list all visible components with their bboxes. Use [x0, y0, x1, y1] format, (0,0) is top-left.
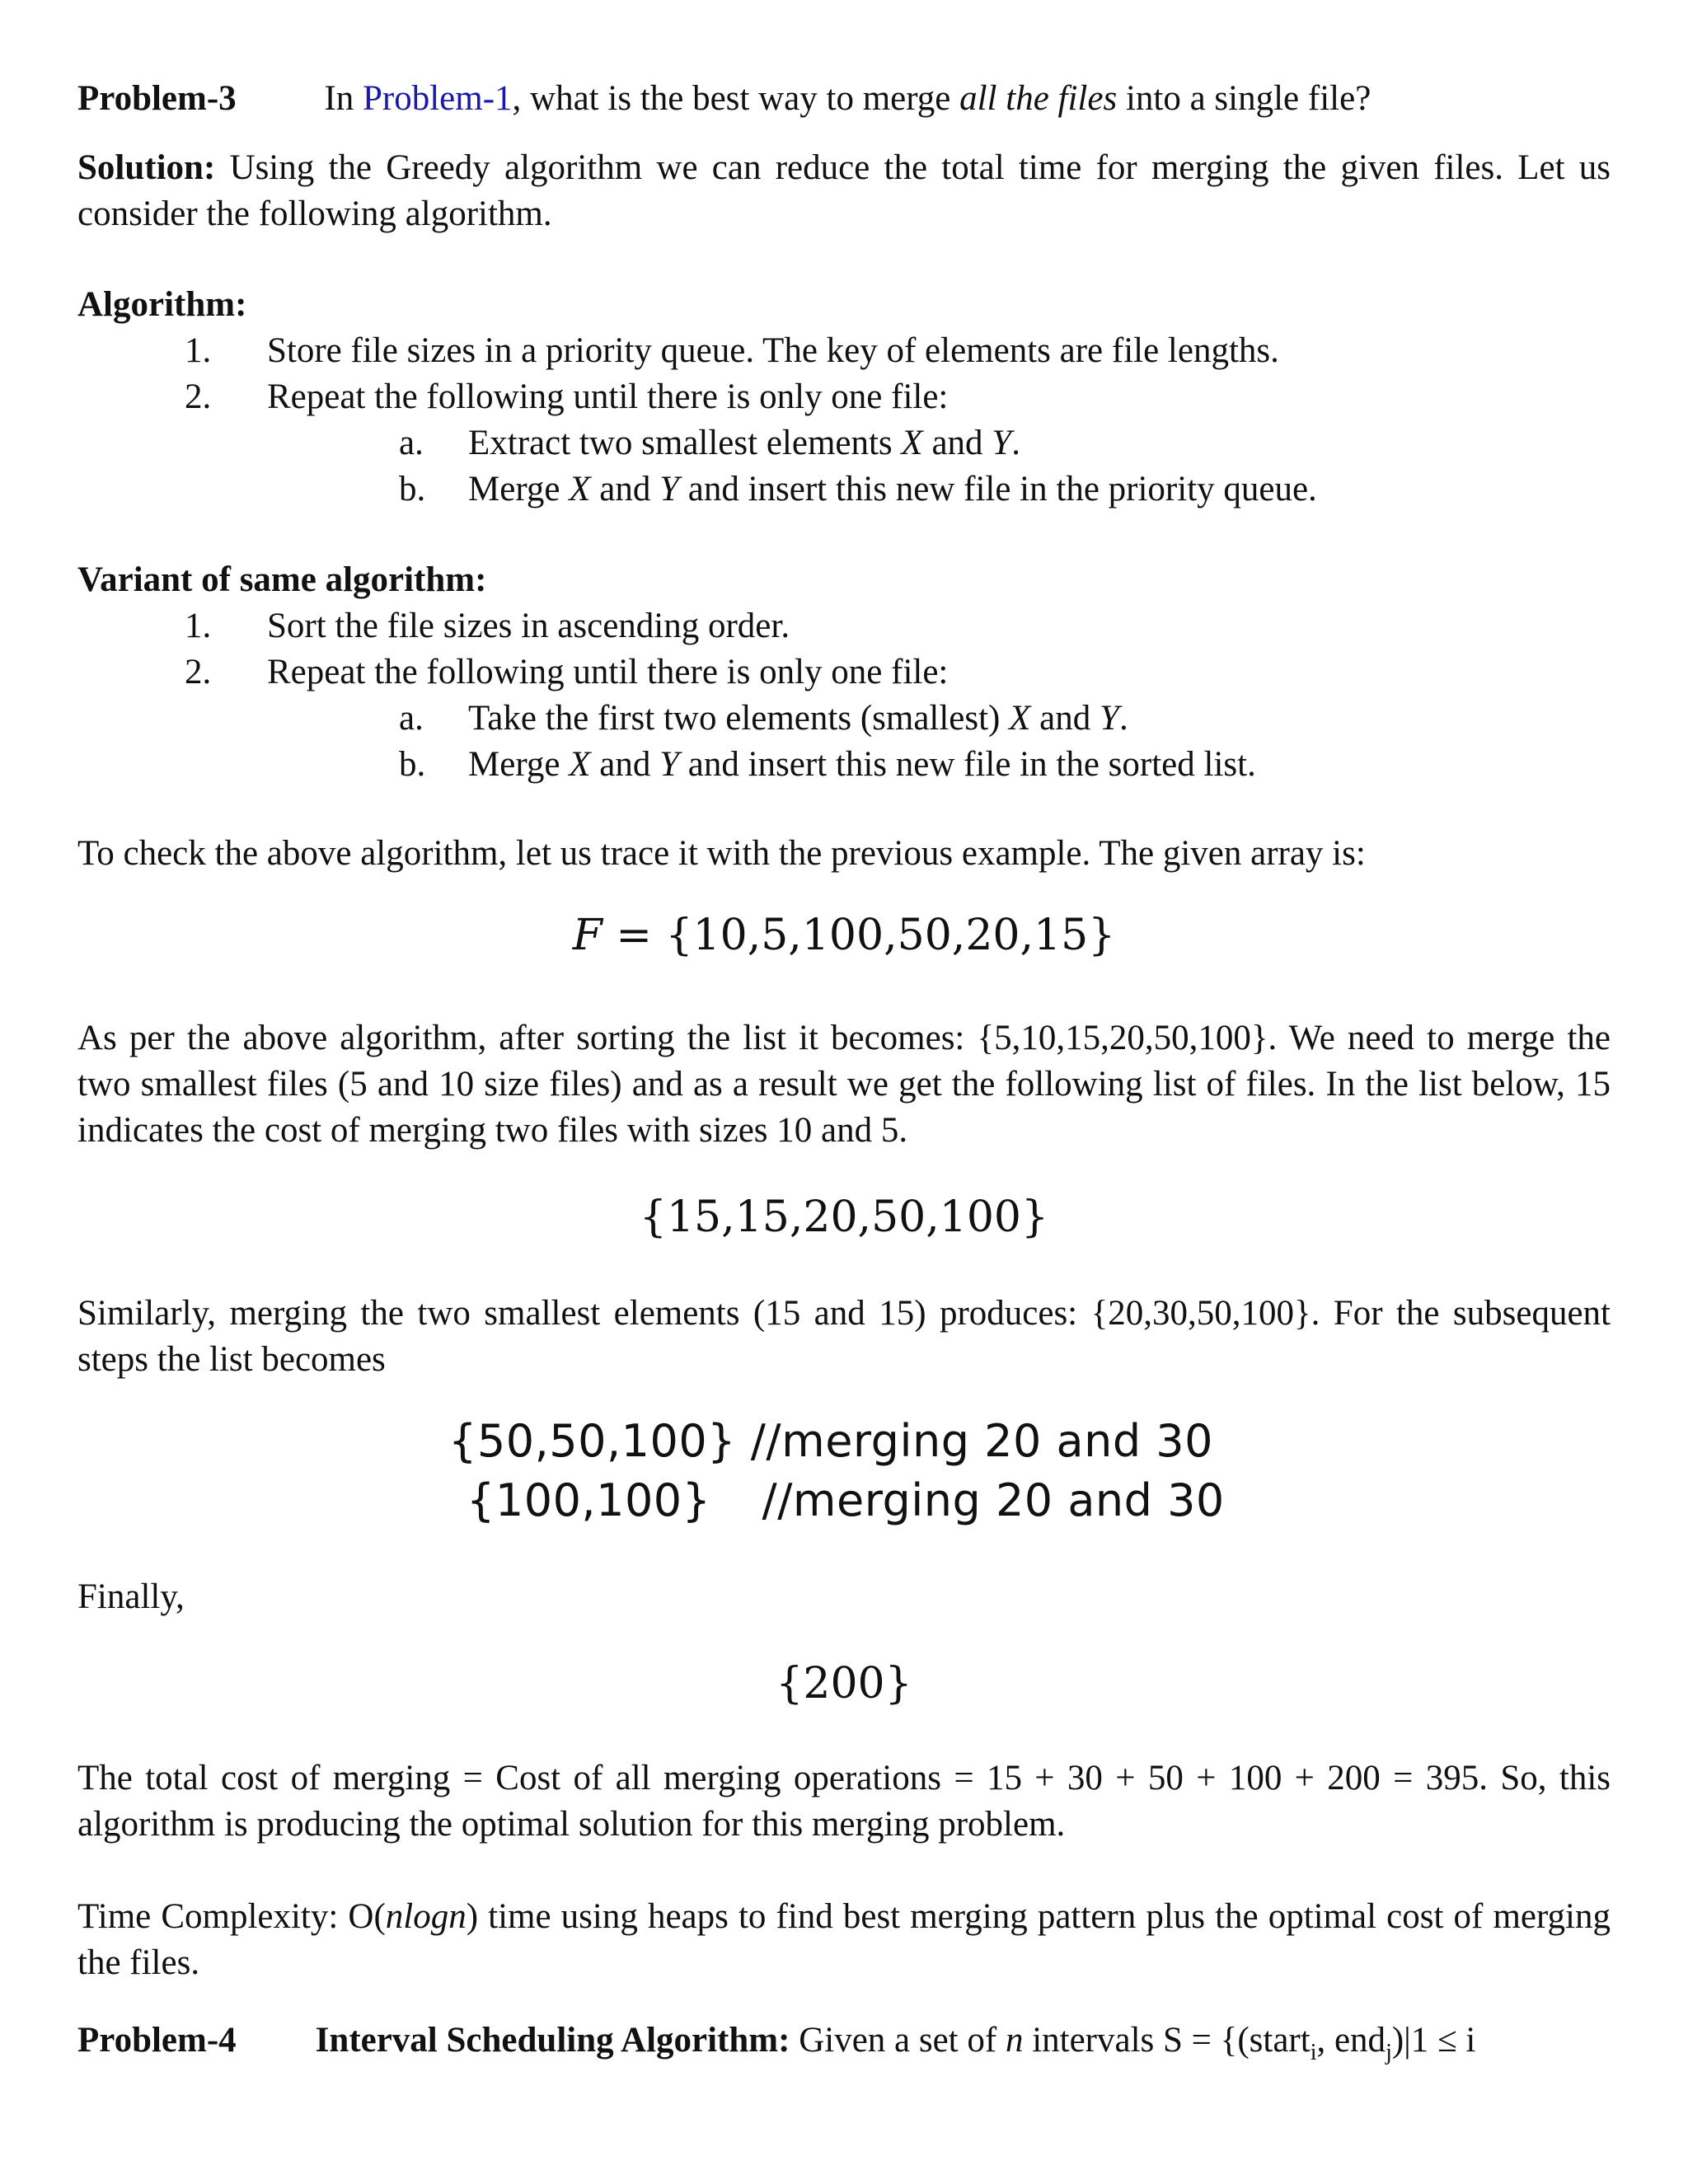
- solution-paragraph: [77, 145, 1611, 237]
- equation-step-2: {100,100} //merging 20 and 30: [467, 1474, 1225, 1526]
- algorithm-step-1: 1. Store file sizes in a priority queue. The key of elements are file lengths.: [185, 331, 1279, 370]
- solution-label: Solution:: [77, 148, 216, 187]
- equation-f-var: F: [572, 911, 603, 960]
- solution-text: Using the Greedy algorithm we can reduce the total time for merging the given files. Let us consider the following algorithm.: [77, 148, 1611, 233]
- problem-3-line: [77, 76, 1371, 122]
- problem-3-suffix: into a single file?: [1117, 79, 1372, 118]
- equation-final: {200}: [776, 1659, 912, 1708]
- similarly-paragraph: Similarly, merging the two smallest elements (15 and 15) produces: {20,30,50,100}. For the subsequent steps the list becomes: [77, 1294, 1611, 1379]
- variant-step-1: 1. Sort the file sizes in ascending order.: [185, 607, 790, 645]
- time-complexity-paragraph: Time Complexity: O(nlogn) time using heaps to find best merging pattern plus the optimal cost of merging the files.: [77, 1897, 1611, 1982]
- variant-heading: Variant of same algorithm:: [77, 560, 487, 599]
- problem-3-prefix: In: [324, 79, 363, 118]
- problem-3-label: Problem-3: [77, 79, 237, 118]
- variant-step-2a: a. Take the first two elements (smallest) X and Y.: [399, 699, 1128, 738]
- sorted-set: {5,10,15,20,50,100}: [977, 1019, 1268, 1057]
- algorithm-step-2a: a. Extract two smallest elements X and Y.: [399, 424, 1020, 462]
- sorted-paragraph: As per the above algorithm, after sorting the list it becomes: {5,10,15,20,50,100}. We need to merge the two smallest files (5 and 10 size files) and as a result we get the following list of files. In the list below, 15 indicates the cost of merging two files with sizes 10 and 5.: [77, 1019, 1611, 1150]
- problem-1-link[interactable]: Problem-1: [363, 79, 513, 118]
- problem-3-mid: , what is the best way to merge: [512, 79, 960, 118]
- problem-4-title: Interval Scheduling Algorithm:: [315, 2021, 790, 2060]
- equation-step-1: {50,50,100} //merging 20 and 30: [448, 1415, 1213, 1467]
- variant-step-2: 2. Repeat the following until there is only one file:: [185, 653, 949, 691]
- variant-step-2b: b. Merge X and Y and insert this new file in the sorted list.: [399, 745, 1256, 784]
- algorithm-heading: Algorithm:: [77, 285, 247, 324]
- equation-list-1: {15,15,20,50,100}: [639, 1193, 1049, 1242]
- equation-f-rest: = {10,5,100,50,20,15}: [602, 911, 1116, 960]
- problem-4-line: Problem-4 Interval Scheduling Algorithm: Given a set of n intervals S = {(start$_i$, end$_j$)|1 ≤ i: [77, 2021, 1476, 2065]
- total-cost-paragraph: The total cost of merging = Cost of all merging operations = 15 + 30 + 50 + 100 + 200 = 395. So, this algorithm is producing the optimal solution for this merging problem.: [77, 1759, 1611, 1844]
- algorithm-step-2: 2. Repeat the following until there is only one file:: [185, 377, 949, 416]
- trace-intro: To check the above algorithm, let us trace it with the previous example. The given array is:: [77, 834, 1366, 873]
- equation-f: [77, 907, 1611, 964]
- problem-3-emphasis: all the files: [959, 79, 1118, 118]
- similarly-set: {20,30,50,100}: [1090, 1294, 1311, 1333]
- algorithm-step-2b: b. Merge X and Y and insert this new file in the priority queue.: [399, 470, 1317, 509]
- finally-text: Finally,: [77, 1577, 185, 1616]
- problem-4-label: Problem-4: [77, 2021, 237, 2060]
